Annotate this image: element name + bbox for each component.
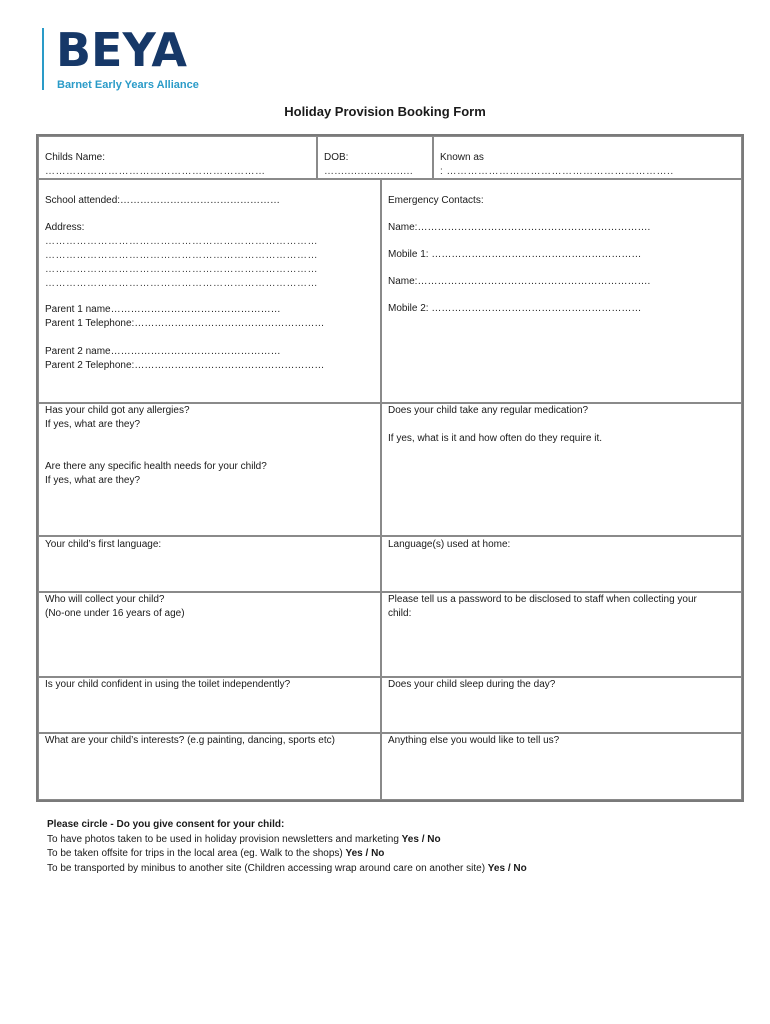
emergency-contacts-cell[interactable] bbox=[381, 179, 742, 403]
medication-cell[interactable] bbox=[381, 403, 742, 536]
emergency-name1-field: Name:……………………………………………………………. bbox=[388, 222, 651, 233]
consent-item bbox=[47, 847, 527, 862]
allergies-question: Has your child got any allergies? bbox=[45, 405, 190, 416]
toilet-question: Is your child confident in using the toilet independently? bbox=[45, 679, 291, 690]
address-line: …………………………………………………………………… bbox=[45, 278, 318, 289]
childs-name-label: Childs Name: bbox=[45, 152, 106, 163]
school-attended-field: School attended:………………………………………… bbox=[45, 195, 281, 206]
known-as-dots: : ……………………………………………………….. bbox=[440, 166, 674, 177]
dob-label: DOB: bbox=[324, 152, 349, 163]
known-as-field[interactable] bbox=[433, 136, 742, 179]
home-language-label: Language(s) used at home: bbox=[388, 539, 511, 550]
parent2-phone-field: Parent 2 Telephone:………………………………………………… bbox=[45, 360, 325, 371]
home-language-cell[interactable] bbox=[381, 536, 742, 592]
consent-section bbox=[47, 818, 527, 876]
emergency-mobile2-field: Mobile 2: ……………………………………………………… bbox=[388, 303, 642, 314]
first-language-label: Your child’s first language: bbox=[45, 539, 162, 550]
consent-item-text: To have photos taken to be used in holiday provision newsletters and marketing bbox=[47, 833, 402, 845]
interests-cell[interactable] bbox=[38, 733, 381, 800]
known-as-label: Known as bbox=[440, 152, 484, 163]
child-details-cell[interactable] bbox=[38, 179, 381, 403]
consent-heading: Please circle - Do you give consent for your child: bbox=[47, 819, 285, 830]
consent-item-text: To be transported by minibus to another site (Children accessing wrap around care on another site) bbox=[47, 862, 488, 874]
sleep-question: Does your child sleep during the day? bbox=[388, 679, 556, 690]
consent-yes-no-choice[interactable]: Yes / No bbox=[487, 862, 527, 874]
logo-tagline: Barnet Early Years Alliance bbox=[57, 79, 199, 91]
consent-yes-no-choice[interactable]: Yes / No bbox=[345, 848, 385, 859]
emergency-mobile1-field: Mobile 1: ……………………………………………………… bbox=[388, 249, 642, 260]
collector-age-note: (No-one under 16 years of age) bbox=[45, 608, 185, 619]
sleep-cell[interactable] bbox=[381, 677, 742, 733]
address-line: …………………………………………………………………… bbox=[45, 264, 318, 275]
emergency-name2-field: Name:……………………………………………………………. bbox=[388, 276, 651, 287]
emergency-contacts-label: Emergency Contacts: bbox=[388, 195, 484, 206]
form-title: Holiday Provision Booking Form bbox=[284, 104, 486, 119]
dob-dots: …........................ bbox=[324, 166, 414, 177]
password-prompt-line1: Please tell us a password to be disclosed to staff when collecting your bbox=[388, 594, 697, 605]
address-line: …………………………………………………………………… bbox=[45, 250, 318, 261]
childs-name-dots: ……………………………………………………… bbox=[45, 166, 266, 177]
collector-question: Who will collect your child? bbox=[45, 594, 165, 605]
first-language-cell[interactable] bbox=[38, 536, 381, 592]
collection-cell[interactable] bbox=[38, 592, 381, 677]
childs-name-field[interactable] bbox=[38, 136, 317, 179]
parent1-name-field: Parent 1 name…………………………………………… bbox=[45, 304, 281, 315]
health-needs-question: Are there any specific health needs for your child? bbox=[45, 461, 267, 472]
anything-else-question: Anything else you would like to tell us? bbox=[388, 735, 560, 746]
consent-item bbox=[47, 833, 527, 848]
address-label: Address: bbox=[45, 222, 85, 233]
interests-question: What are your child’s interests? (e.g painting, dancing, sports etc) bbox=[45, 735, 335, 746]
allergies-health-cell[interactable] bbox=[38, 403, 381, 536]
toilet-cell[interactable] bbox=[38, 677, 381, 733]
password-prompt-line2: child: bbox=[388, 608, 412, 619]
consent-item bbox=[47, 862, 527, 877]
consent-item-text: To be taken offsite for trips in the local area (eg. Walk to the shops) bbox=[47, 848, 346, 859]
medication-question: Does your child take any regular medication? bbox=[388, 405, 589, 416]
consent-yes-no-choice[interactable]: Yes / No bbox=[401, 833, 441, 845]
allergies-followup: If yes, what are they? bbox=[45, 419, 141, 430]
password-cell[interactable] bbox=[381, 592, 742, 677]
logo-wordmark: BEYA bbox=[56, 23, 187, 77]
logo-accent-bar bbox=[42, 28, 44, 90]
dob-field[interactable] bbox=[317, 136, 433, 179]
health-needs-followup: If yes, what are they? bbox=[45, 475, 141, 486]
medication-followup: If yes, what is it and how often do they require it. bbox=[388, 433, 603, 444]
parent1-phone-field: Parent 1 Telephone:………………………………………………… bbox=[45, 318, 325, 329]
parent2-name-field: Parent 2 name…………………………………………… bbox=[45, 346, 281, 357]
address-line: …………………………………………………………………… bbox=[45, 236, 318, 247]
anything-else-cell[interactable] bbox=[381, 733, 742, 800]
